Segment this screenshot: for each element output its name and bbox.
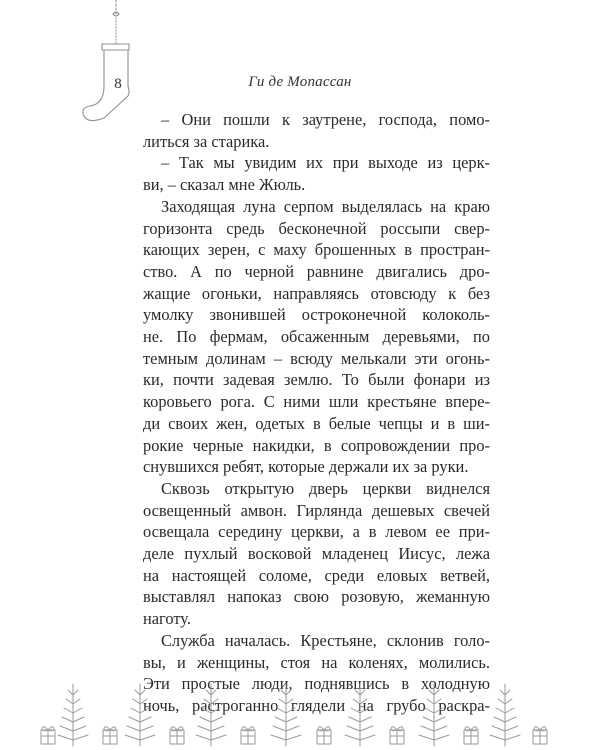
text-line: выставлял напоказ свою розовую, жеманную [143,587,490,607]
fir-tree-icon [490,684,520,746]
fir-tree-icon [345,684,375,746]
text-line: – Они пошли к заутрене, господа, помо- [161,110,490,129]
gift-box-icon [533,727,547,744]
gift-box-icon [464,727,478,744]
text-line: рокие черные накидки, в сопровождении про- [143,435,490,455]
text-line: ди своих жен, одетых в белые чепцы и в ши- [143,413,490,433]
text-line: ви, – сказал мне Жюль. [143,175,306,195]
text-line: Заходящая луна серпом выделялась на краю [161,196,490,216]
text-line: на настоящей соломе, среди еловых ветвей, [143,565,490,585]
fir-tree-icon [196,684,226,746]
text-line: – Так мы увидим их при выходе из церк- [161,153,490,173]
text-line: ство. А по черной равнине двигались дро- [143,261,490,281]
text-line: жащие огоньки, направляясь отовсюду к без [143,283,490,303]
fir-tree-icon [271,684,301,746]
text-line: кающих зерен, с маху брошенных в простран- [143,240,490,260]
text-line: Эти простые люди, поднявшись в холодную [143,674,490,694]
text-line: ки, почти задевая землю. То были фонари из [143,370,490,390]
page-number: 8 [114,76,122,92]
stocking-icon [82,0,152,125]
ornament-band [40,680,560,750]
gift-box-icon [41,727,55,744]
body-text [143,109,490,717]
text-line: горизонта средь бесконечной россыпи свер- [143,218,490,238]
text-line: темным долинам – всюду мелькали эти огонь- [143,348,490,368]
fir-tree-icon [419,684,449,746]
fir-tree-icon [125,684,155,746]
text-line: ночь, растроганно глядели на грубо раскра- [143,695,490,715]
text-line: снувшихся ребят, которые держали их за руки. [143,457,469,477]
gift-box-icon [390,727,404,744]
text-line: Сквозь открытую дверь церкви виднелся [161,478,490,498]
text-line: коровьего рога. С ними шли крестьяне впере- [143,392,490,412]
gift-box-icon [317,727,331,744]
gift-box-icon [170,727,184,744]
text-line: умолку звонившей остроконечной колоколь- [143,305,490,325]
text-line: деле пухлый восковой младенец Иисус, лежа [143,544,490,564]
running-head: Ги де Мопассан [248,74,352,90]
text-line: вы, и женщины, стоя на коленях, молились. [143,652,490,672]
text-line: освещала середину церкви, а в левом ее при- [143,522,490,542]
text-line: освещенный амвон. Гирлянда дешевых свечей [143,500,490,520]
text-line: наготу. [143,609,191,629]
fir-tree-icon [58,684,88,746]
text-line: не. По фермам, обсаженным деревьями, по [143,327,490,347]
text-line: Служба началась. Крестьяне, склонив голо- [161,630,490,650]
text-line: литься за старика. [143,131,270,151]
gift-box-icon [241,727,255,744]
gift-box-icon [103,727,117,744]
